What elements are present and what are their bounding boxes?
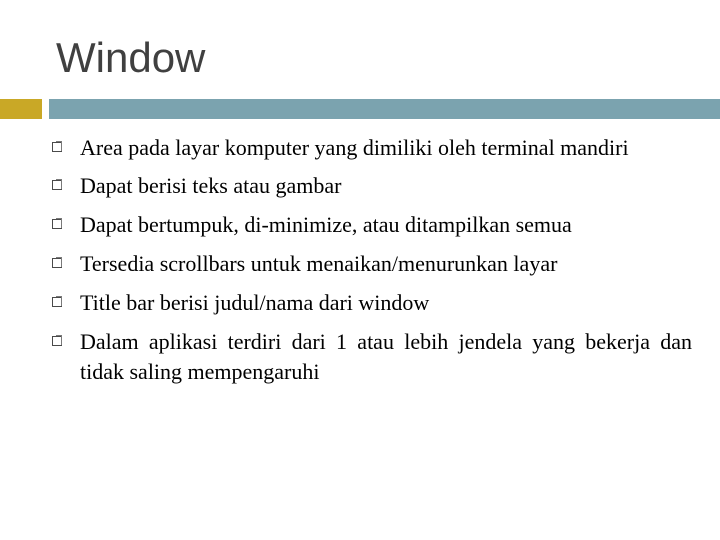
square-bullet-icon — [52, 180, 62, 190]
bullet-text: Dapat bertumpuk, di-minimize, atau ditampilkan semua — [80, 212, 572, 237]
accent-bar-teal — [49, 99, 720, 119]
square-bullet-icon — [52, 142, 62, 152]
bullet-text: Tersedia scrollbars untuk menaikan/menurunkan layar — [80, 251, 558, 276]
bullet-item — [52, 249, 692, 279]
bullet-item — [52, 288, 692, 318]
bullet-list — [52, 133, 692, 395]
square-bullet-icon — [52, 219, 62, 229]
slide-title: Window — [56, 34, 206, 81]
bullet-text: Dapat berisi teks atau gambar — [80, 173, 342, 198]
square-bullet-icon — [52, 297, 62, 307]
bullet-text: Area pada layar komputer yang dimiliki oleh terminal mandiri — [80, 135, 629, 160]
bullet-text: Dalam aplikasi terdiri dari 1 atau lebih jendela yang bekerja dan tidak saling mempengaruhi — [80, 329, 692, 384]
bullet-item — [52, 210, 692, 240]
accent-bar-gold — [0, 99, 42, 119]
square-bullet-icon — [52, 336, 62, 346]
bullet-item — [52, 327, 692, 387]
square-bullet-icon — [52, 258, 62, 268]
bullet-item — [52, 171, 692, 201]
bullet-text: Title bar berisi judul/nama dari window — [80, 290, 430, 315]
bullet-item — [52, 133, 692, 163]
